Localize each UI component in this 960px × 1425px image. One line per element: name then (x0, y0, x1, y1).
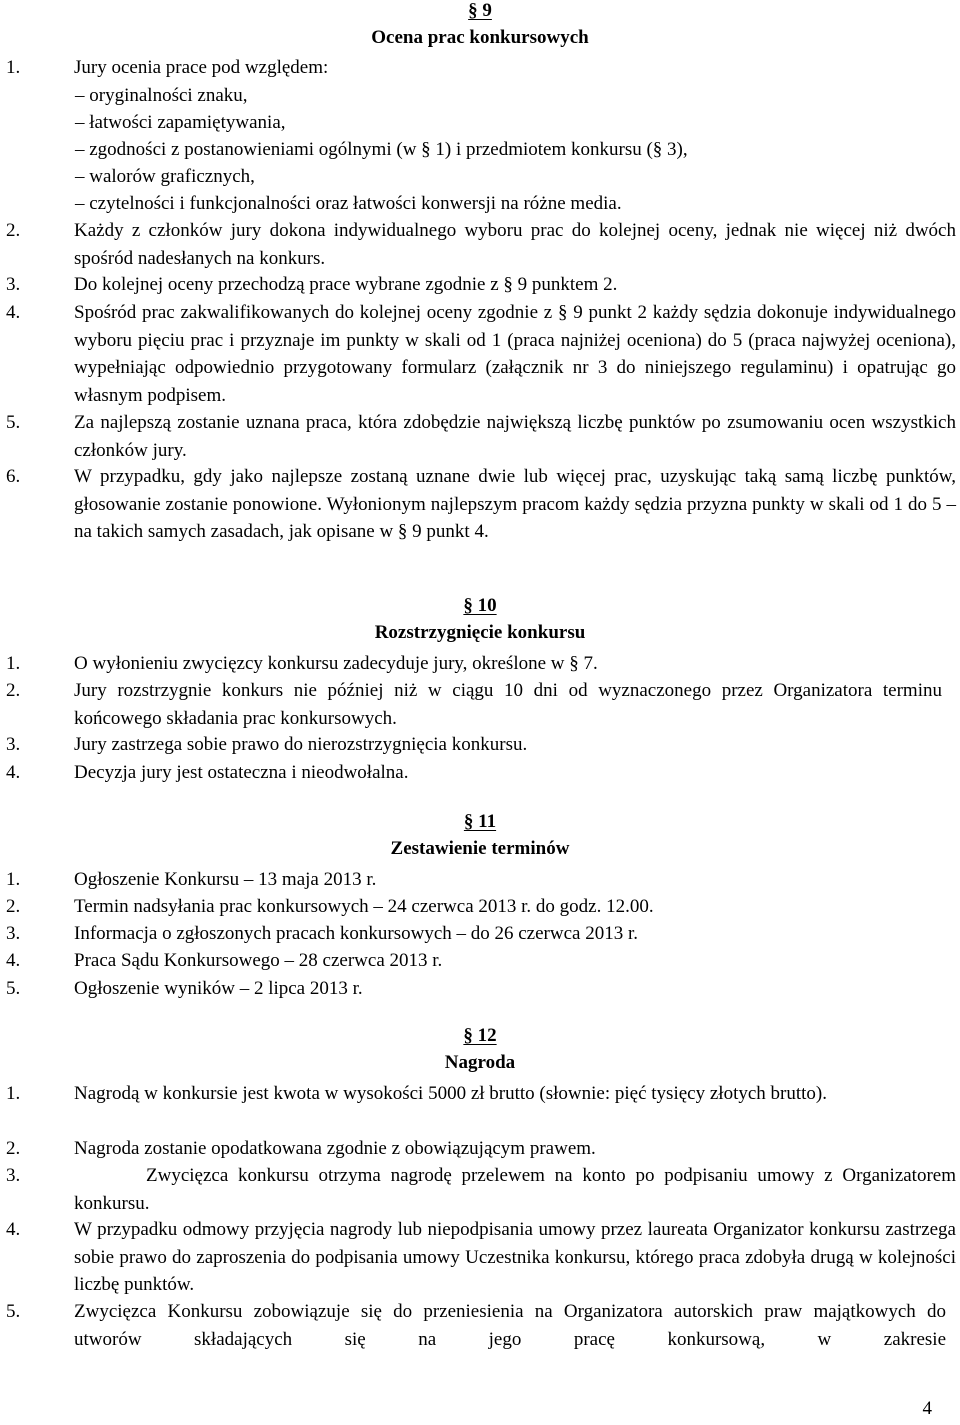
item-text: W przypadku odmowy przyjęcia nagrody lub niepodpisania umowy przez laureata Organizator konkursu zastrzega sobie prawo do zaproszenia do podpisania umowy Uczestnika konkursu, którego praca zdobyła drugą w kolejności liczbę punktów. (74, 1219, 956, 1295)
item-number: 5. (6, 978, 21, 999)
list-item (6, 299, 956, 409)
list-item (6, 217, 956, 272)
item-text: O wyłonieniu zwycięzcy konkursu zadecyduje jury, określone w § 7. (74, 653, 598, 674)
list-item (6, 866, 956, 894)
section-9-heading: § 9 (468, 0, 492, 21)
item-number: 4. (6, 762, 21, 783)
section-11-heading: § 11 (463, 811, 497, 832)
item-text: Zwycięzca konkursu otrzyma nagrodę przelewem na konto po podpisaniu umowy z Organizatorem konkursu. (74, 1165, 956, 1214)
item-text: Praca Sądu Konkursowego – 28 czerwca 2013 r. (74, 950, 443, 971)
item-text: W przypadku, gdy jako najlepsze zostaną uznane dwie lub więcej prac, uzyskując taką samą liczbę punktów, głosowanie zostanie ponowione. Wyłonionym najlepszym pracom każdy sędzia przyzna punkty w skali od 1 do 5 – na takich samych zasadach, jak opisane w § 9 punkt 4. (74, 466, 956, 542)
list-item (6, 677, 956, 732)
item-number: 1. (6, 869, 21, 890)
item-number: 2. (6, 1138, 21, 1159)
item-text: Jury zastrzega sobie prawo do nierozstrzygnięcia konkursu. (74, 734, 528, 755)
item-number: 2. (6, 896, 21, 917)
list-item (6, 1080, 956, 1108)
list-item (6, 893, 956, 921)
criterion-item: – łatwości zapamiętywania, (75, 112, 286, 133)
item-number: 1. (6, 653, 21, 674)
item-number: 2. (6, 680, 21, 701)
item-number: 1. (6, 57, 21, 78)
item-number: 6. (6, 466, 21, 487)
item-text: Do kolejnej oceny przechodzą prace wybrane zgodnie z § 9 punktem 2. (74, 274, 618, 295)
section-9-title: Ocena prac konkursowych (371, 27, 589, 48)
item-text: Informacja o zgłoszonych pracach konkursowych – do 26 czerwca 2013 r. (74, 923, 638, 944)
item-text: Spośród prac zakwalifikowanych do kolejnej oceny zgodnie z § 9 punkt 2 każdy sędzia dokonuje indywidualnego wyboru pięciu prac i przyznaje im punkty w skali od 1 (praca najniżej oceniona) do 5 (praca najwyżej oceniona), wypełniając odpowiednio przygotowany formularz (załącznik nr 3 do niniejszego regulaminu) i opatrując go własnym podpisem. (74, 302, 956, 406)
page-number: 4 (922, 1398, 932, 1419)
item-number: 4. (6, 1219, 21, 1240)
section-10-heading: § 10 (463, 595, 497, 616)
list-item (6, 1298, 956, 1353)
item-text: Ogłoszenie Konkursu – 13 maja 2013 r. (74, 869, 377, 890)
list-item (6, 54, 956, 82)
item-text: Zwycięzca Konkursu zobowiązuje się do przeniesienia na Organizatora autorskich praw majątkowych do utworów składających się na jego pracę konkursową, w zakresie (74, 1301, 946, 1350)
list-item (6, 975, 956, 1003)
item-text: Jury rozstrzygnie konkurs nie później niż w ciągu 10 dni od wyznaczonego przez Organizatora terminu końcowego składania prac konkursowych. (74, 680, 942, 729)
criterion-item: – oryginalności znaku, (75, 85, 248, 106)
item-text: Nagrodą w konkursie jest kwota w wysokości 5000 zł brutto (słownie: pięć tysięcy złotych brutto). (74, 1083, 827, 1104)
section-11-title: Zestawienie terminów (390, 838, 570, 859)
item-number: 4. (6, 950, 21, 971)
list-item (6, 1216, 956, 1299)
list-item (6, 1135, 956, 1163)
item-text: Nagroda zostanie opodatkowana zgodnie z obowiązującym prawem. (74, 1138, 596, 1159)
item-text: Termin nadsyłania prac konkursowych – 24 czerwca 2013 r. do godz. 12.00. (74, 896, 654, 917)
item-text: Jury ocenia prace pod względem: (74, 57, 329, 78)
list-item (6, 1162, 956, 1217)
list-item (6, 731, 956, 759)
criterion-item: – zgodności z postanowieniami ogólnymi (w § 1) i przedmiotem konkursu (§ 3), (75, 139, 688, 160)
item-text: Ogłoszenie wyników – 2 lipca 2013 r. (74, 978, 363, 999)
section-12-heading: § 12 (463, 1025, 497, 1046)
item-number: 2. (6, 220, 21, 241)
item-number: 1. (6, 1083, 21, 1104)
item-number: 5. (6, 1301, 21, 1322)
item-number: 3. (6, 274, 21, 295)
section-12-title: Nagroda (444, 1052, 516, 1073)
list-item (6, 947, 956, 975)
section-10-title: Rozstrzygnięcie konkursu (374, 622, 586, 643)
criterion-item: – czytelności i funkcjonalności oraz łatwości konwersji na różne media. (75, 193, 622, 214)
item-text: Za najlepszą zostanie uznana praca, która zdobędzie największą liczbę punktów po zsumowaniu ocen wszystkich członków jury. (74, 412, 956, 461)
criterion-item: – walorów graficznych, (75, 166, 255, 187)
list-item (6, 463, 956, 546)
list-item (6, 409, 956, 464)
item-text: Decyzja jury jest ostateczna i nieodwołalna. (74, 762, 409, 783)
list-item (6, 759, 956, 787)
item-number: 3. (6, 923, 21, 944)
item-number: 5. (6, 412, 21, 433)
item-text: Każdy z członków jury dokona indywidualnego wyboru prac do kolejnej oceny, jednak nie więcej niż dwóch spośród nadesłanych na konkurs. (74, 220, 956, 269)
list-item (6, 650, 956, 678)
item-number: 3. (6, 1165, 21, 1186)
item-number: 3. (6, 734, 21, 755)
item-number: 4. (6, 302, 21, 323)
list-item (6, 271, 956, 299)
list-item (6, 920, 956, 948)
